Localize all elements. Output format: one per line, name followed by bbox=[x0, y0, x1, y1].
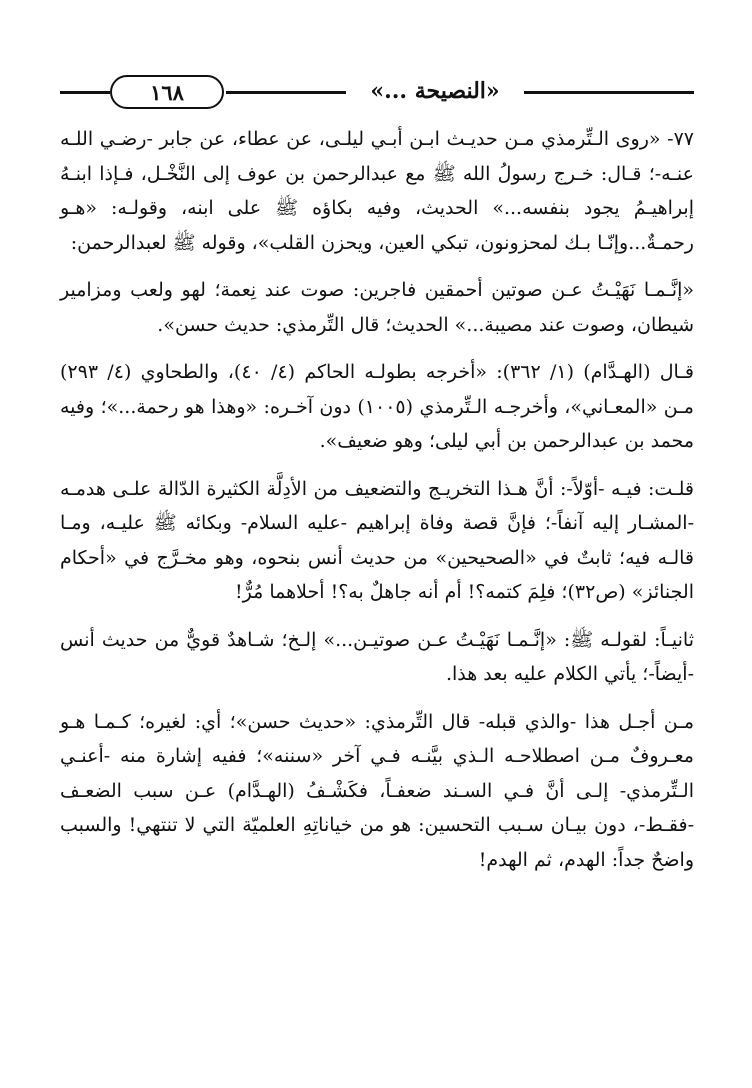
header-rule-middle bbox=[226, 91, 346, 94]
paragraph-second-point: ثانيـاً: لقولـه ﷺ: «إنَّـمـا نَهَيْـتُ عـن صوتيـن...» إلـخ؛ شـاهدٌ قويٌّ من حديث أنس -أيضاً-؛ يأتي الكلام عليه بعد هذا. bbox=[60, 628, 694, 685]
paragraph-hadith-quote: «إنَّـمـا نَهَيْـتُ عـن صوتين أحمقين فاجرين: صوت عند نِعمة؛ لهو ولعب ومزامير شيطان، وصوت عند مصيبة...» الحديث؛ قال التِّرمذي: حديث حسن». bbox=[60, 279, 694, 336]
page-body bbox=[60, 122, 694, 890]
paragraph-conclusion: مـن أجـل هذا -والذي قبله- قال التِّرمذي: «حديث حسن»؛ أي: لغيره؛ كـمـا هـو معـروفٌ مـن اصطلاحـه الـذي بيَّنـه فـي آخر «سننه»؛ ففيه إشارة منه -أعنـي الـتِّرمذي- إلـى أنَّ فـي السـند ضعفـاً، فكَشْـفُ (الهـدَّام) عـن سبب الضعـف -فقـط-، دون بيـان سـبب التحسين: هو من خياناتِهِ العلميّة التي لا تنتهي! والسبب واضحٌ جداً: الهدم، ثم الهدم! bbox=[60, 710, 694, 871]
page-number: ١٦٨ bbox=[110, 75, 224, 109]
page-header bbox=[60, 72, 694, 112]
header-rule-left bbox=[60, 91, 110, 94]
header-rule-right bbox=[524, 91, 694, 94]
running-title: «النصيحة ...» bbox=[370, 78, 500, 104]
paragraph-first-point: قلـت: فيـه -أوّلاً-: أنَّ هـذا التخريـج والتضعيف من الأدِلَّة الكثيرة الدّالة علـى هدمـه -المشـار إليه آنفاً-؛ فإنَّ قصة وفاة إبراهيم -عليه السلام- وبكائه ﷺ عليـه، ومـا قالـه فيه؛ ثابتٌ في «الصحيحين» من حديث أنس بنحوه، وهو مخـرَّج في «أحكام الجنائز» (ص٣٢)؛ فلِمَ كتمه؟! أم أنه جاهلٌ به؟! أحلاهما مُرٌّ! bbox=[60, 477, 694, 603]
paragraph-haddam-quote: قـال (الهـدَّام) (١/ ٣٦٢): «أخرجه بطولـه الحاكم (٤/ ٤٠)، والطحاوي (٤/ ٢٩٣) مـن «المعـاني»، وأخرجـه الـتِّرمذي (١٠٠٥) دون آخـره: «وهذا هو رحمة...»؛ وفيه محمد بن عبدالرحمن بن أبي ليلى؛ وهو ضعيف». bbox=[60, 361, 694, 452]
paragraph-77: ٧٧- «روى الـتِّرمذي مـن حديـث ابـن أبـي ليلـى، عن عطاء، عن جابر -رضـي اللـه عنـه-؛ قـال: خـرج رسولُ الله ﷺ مع عبدالرحمن بن عوف إلى النَّخْـل، فـإذا ابنـهُ إبراهيـمُ يجود بنفسه...» الحديث، وفيه بكاؤه ﷺ على ابنه، وقولـه: «هـو رحمـةٌ...وإنّـا بـك لمحزونون، تبكي العين، ويحزن القلب»، وقوله ﷺ لعبدالرحمن: bbox=[60, 128, 694, 254]
